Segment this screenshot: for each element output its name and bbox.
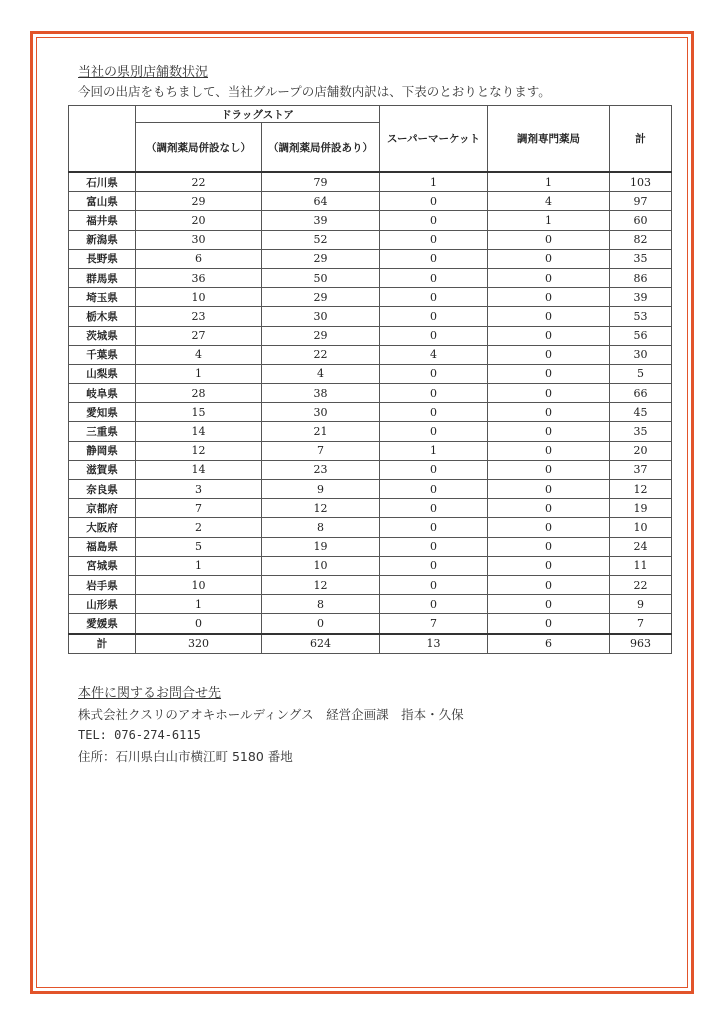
count-cell: 7 [136, 499, 262, 518]
count-cell: 0 [488, 595, 610, 614]
prefecture-cell: 福島県 [69, 537, 136, 556]
table-row [69, 556, 672, 575]
count-cell: 0 [380, 326, 488, 345]
count-cell: 0 [380, 575, 488, 594]
count-cell: 0 [488, 518, 610, 537]
count-cell: 6 [136, 249, 262, 268]
table-body [69, 172, 672, 634]
prefecture-cell: 千葉県 [69, 345, 136, 364]
total-cell: 13 [380, 634, 488, 654]
count-cell: 0 [488, 326, 610, 345]
prefecture-cell: 愛媛県 [69, 614, 136, 634]
count-cell: 0 [380, 403, 488, 422]
count-cell: 15 [136, 403, 262, 422]
total-cell: 624 [262, 634, 380, 654]
prefecture-cell: 三重県 [69, 422, 136, 441]
count-cell: 0 [380, 249, 488, 268]
count-cell: 19 [610, 499, 672, 518]
count-cell: 0 [380, 480, 488, 499]
count-cell: 0 [488, 230, 610, 249]
intro-section [78, 64, 678, 100]
count-cell: 7 [262, 441, 380, 460]
prefecture-cell: 福井県 [69, 211, 136, 230]
count-cell: 22 [262, 345, 380, 364]
prefecture-cell: 山梨県 [69, 364, 136, 383]
count-cell: 30 [262, 403, 380, 422]
header-dispensing-pharmacy: 調剤専門薬局 [488, 106, 610, 173]
table-row [69, 575, 672, 594]
prefecture-cell: 愛知県 [69, 403, 136, 422]
prefecture-cell: 奈良県 [69, 480, 136, 499]
count-cell: 64 [262, 192, 380, 211]
total-label: 計 [69, 634, 136, 654]
count-cell: 0 [488, 556, 610, 575]
count-cell: 29 [262, 326, 380, 345]
table-row [69, 518, 672, 537]
prefecture-cell: 静岡県 [69, 441, 136, 460]
contact-address: 住所：石川県白山市横江町 5180 番地 [78, 749, 293, 764]
prefecture-cell: 長野県 [69, 249, 136, 268]
header-drugstore-without-pharmacy: （調剤薬局併設なし） [136, 123, 262, 173]
count-cell: 0 [488, 249, 610, 268]
count-cell: 1 [488, 211, 610, 230]
prefecture-cell: 埼玉県 [69, 288, 136, 307]
count-cell: 0 [488, 460, 610, 479]
count-cell: 52 [262, 230, 380, 249]
table-row [69, 422, 672, 441]
table-row [69, 364, 672, 383]
count-cell: 1 [380, 172, 488, 192]
store-count-table [68, 105, 672, 654]
count-cell: 0 [380, 422, 488, 441]
count-cell: 0 [380, 211, 488, 230]
table-row [69, 249, 672, 268]
count-cell: 86 [610, 268, 672, 287]
count-cell: 2 [136, 518, 262, 537]
count-cell: 12 [262, 575, 380, 594]
count-cell: 0 [380, 268, 488, 287]
count-cell: 30 [136, 230, 262, 249]
count-cell: 9 [262, 480, 380, 499]
count-cell: 23 [136, 307, 262, 326]
count-cell: 0 [380, 364, 488, 383]
table-row [69, 326, 672, 345]
count-cell: 0 [488, 441, 610, 460]
count-cell: 1 [136, 595, 262, 614]
header-supermarket: スーパーマーケット [380, 106, 488, 173]
count-cell: 9 [610, 595, 672, 614]
table-row [69, 614, 672, 634]
count-cell: 1 [380, 441, 488, 460]
count-cell: 10 [136, 575, 262, 594]
table-row [69, 192, 672, 211]
count-cell: 0 [488, 480, 610, 499]
count-cell: 36 [136, 268, 262, 287]
prefecture-cell: 石川県 [69, 172, 136, 192]
total-cell: 963 [610, 634, 672, 654]
header-drugstore-group: ドラッグストア [136, 106, 380, 123]
count-cell: 29 [262, 288, 380, 307]
count-cell: 0 [380, 307, 488, 326]
count-cell: 14 [136, 422, 262, 441]
prefecture-cell: 茨城県 [69, 326, 136, 345]
table-row [69, 230, 672, 249]
contact-section [78, 683, 638, 767]
count-cell: 0 [488, 345, 610, 364]
count-cell: 4 [136, 345, 262, 364]
table-row [69, 345, 672, 364]
table-row [69, 268, 672, 287]
count-cell: 4 [262, 364, 380, 383]
count-cell: 0 [488, 288, 610, 307]
table-row [69, 460, 672, 479]
count-cell: 27 [136, 326, 262, 345]
count-cell: 20 [136, 211, 262, 230]
count-cell: 5 [136, 537, 262, 556]
count-cell: 11 [610, 556, 672, 575]
count-cell: 5 [610, 364, 672, 383]
count-cell: 0 [380, 192, 488, 211]
header-drugstore-with-pharmacy: （調剤薬局併設あり） [262, 123, 380, 173]
count-cell: 0 [488, 268, 610, 287]
count-cell: 97 [610, 192, 672, 211]
count-cell: 37 [610, 460, 672, 479]
table-row [69, 172, 672, 192]
prefecture-cell: 宮城県 [69, 556, 136, 575]
count-cell: 28 [136, 384, 262, 403]
table-row [69, 288, 672, 307]
count-cell: 30 [262, 307, 380, 326]
count-cell: 0 [380, 384, 488, 403]
count-cell: 12 [136, 441, 262, 460]
table-row [69, 403, 672, 422]
count-cell: 60 [610, 211, 672, 230]
count-cell: 35 [610, 422, 672, 441]
contact-title: 本件に関するお問合せ先 [78, 686, 222, 701]
count-cell: 21 [262, 422, 380, 441]
count-cell: 20 [610, 441, 672, 460]
count-cell: 19 [262, 537, 380, 556]
count-cell: 0 [136, 614, 262, 634]
count-cell: 0 [488, 614, 610, 634]
table-row [69, 307, 672, 326]
count-cell: 56 [610, 326, 672, 345]
count-cell: 45 [610, 403, 672, 422]
contact-company: 株式会社クスリのアオキホールディングス 経営企画課 指本・久保 [78, 707, 464, 722]
prefecture-cell: 京都府 [69, 499, 136, 518]
count-cell: 1 [136, 364, 262, 383]
count-cell: 50 [262, 268, 380, 287]
count-cell: 66 [610, 384, 672, 403]
count-cell: 12 [262, 499, 380, 518]
prefecture-cell: 岐阜県 [69, 384, 136, 403]
count-cell: 53 [610, 307, 672, 326]
count-cell: 4 [488, 192, 610, 211]
count-cell: 10 [262, 556, 380, 575]
prefecture-cell: 富山県 [69, 192, 136, 211]
count-cell: 0 [488, 307, 610, 326]
header-total: 計 [610, 106, 672, 173]
table-row [69, 595, 672, 614]
count-cell: 7 [380, 614, 488, 634]
count-cell: 22 [610, 575, 672, 594]
prefecture-cell: 大阪府 [69, 518, 136, 537]
count-cell: 7 [610, 614, 672, 634]
count-cell: 3 [136, 480, 262, 499]
count-cell: 82 [610, 230, 672, 249]
count-cell: 0 [262, 614, 380, 634]
count-cell: 0 [380, 499, 488, 518]
count-cell: 0 [488, 364, 610, 383]
count-cell: 24 [610, 537, 672, 556]
count-cell: 10 [136, 288, 262, 307]
count-cell: 0 [380, 518, 488, 537]
count-cell: 0 [488, 384, 610, 403]
table-row [69, 441, 672, 460]
total-row [69, 634, 672, 654]
count-cell: 103 [610, 172, 672, 192]
count-cell: 79 [262, 172, 380, 192]
count-cell: 29 [136, 192, 262, 211]
total-cell: 6 [488, 634, 610, 654]
prefecture-cell: 山形県 [69, 595, 136, 614]
count-cell: 0 [380, 595, 488, 614]
table-row [69, 211, 672, 230]
count-cell: 1 [136, 556, 262, 575]
table-row [69, 480, 672, 499]
count-cell: 35 [610, 249, 672, 268]
table-row [69, 499, 672, 518]
prefecture-cell: 滋賀県 [69, 460, 136, 479]
prefecture-cell: 栃木県 [69, 307, 136, 326]
section-heading: 当社の県別店舗数状況 [78, 65, 209, 80]
count-cell: 0 [380, 537, 488, 556]
header-prefecture [69, 106, 136, 173]
count-cell: 29 [262, 249, 380, 268]
count-cell: 0 [380, 460, 488, 479]
count-cell: 12 [610, 480, 672, 499]
count-cell: 0 [380, 288, 488, 307]
prefecture-cell: 群馬県 [69, 268, 136, 287]
count-cell: 10 [610, 518, 672, 537]
total-cell: 320 [136, 634, 262, 654]
count-cell: 38 [262, 384, 380, 403]
count-cell: 0 [488, 499, 610, 518]
table-row [69, 537, 672, 556]
count-cell: 39 [610, 288, 672, 307]
count-cell: 8 [262, 518, 380, 537]
count-cell: 0 [380, 556, 488, 575]
count-cell: 0 [488, 537, 610, 556]
count-cell: 8 [262, 595, 380, 614]
count-cell: 0 [380, 230, 488, 249]
prefecture-cell: 新潟県 [69, 230, 136, 249]
contact-tel: TEL: 076-274-6115 [78, 728, 201, 742]
count-cell: 0 [488, 403, 610, 422]
count-cell: 1 [488, 172, 610, 192]
count-cell: 39 [262, 211, 380, 230]
count-cell: 22 [136, 172, 262, 192]
count-cell: 14 [136, 460, 262, 479]
count-cell: 0 [488, 422, 610, 441]
count-cell: 23 [262, 460, 380, 479]
prefecture-cell: 岩手県 [69, 575, 136, 594]
table-row [69, 384, 672, 403]
count-cell: 4 [380, 345, 488, 364]
lead-text: 今回の出店をもちまして、当社グループの店舗数内訳は、下表のとおりとなります。 [78, 84, 551, 99]
count-cell: 0 [488, 575, 610, 594]
count-cell: 30 [610, 345, 672, 364]
